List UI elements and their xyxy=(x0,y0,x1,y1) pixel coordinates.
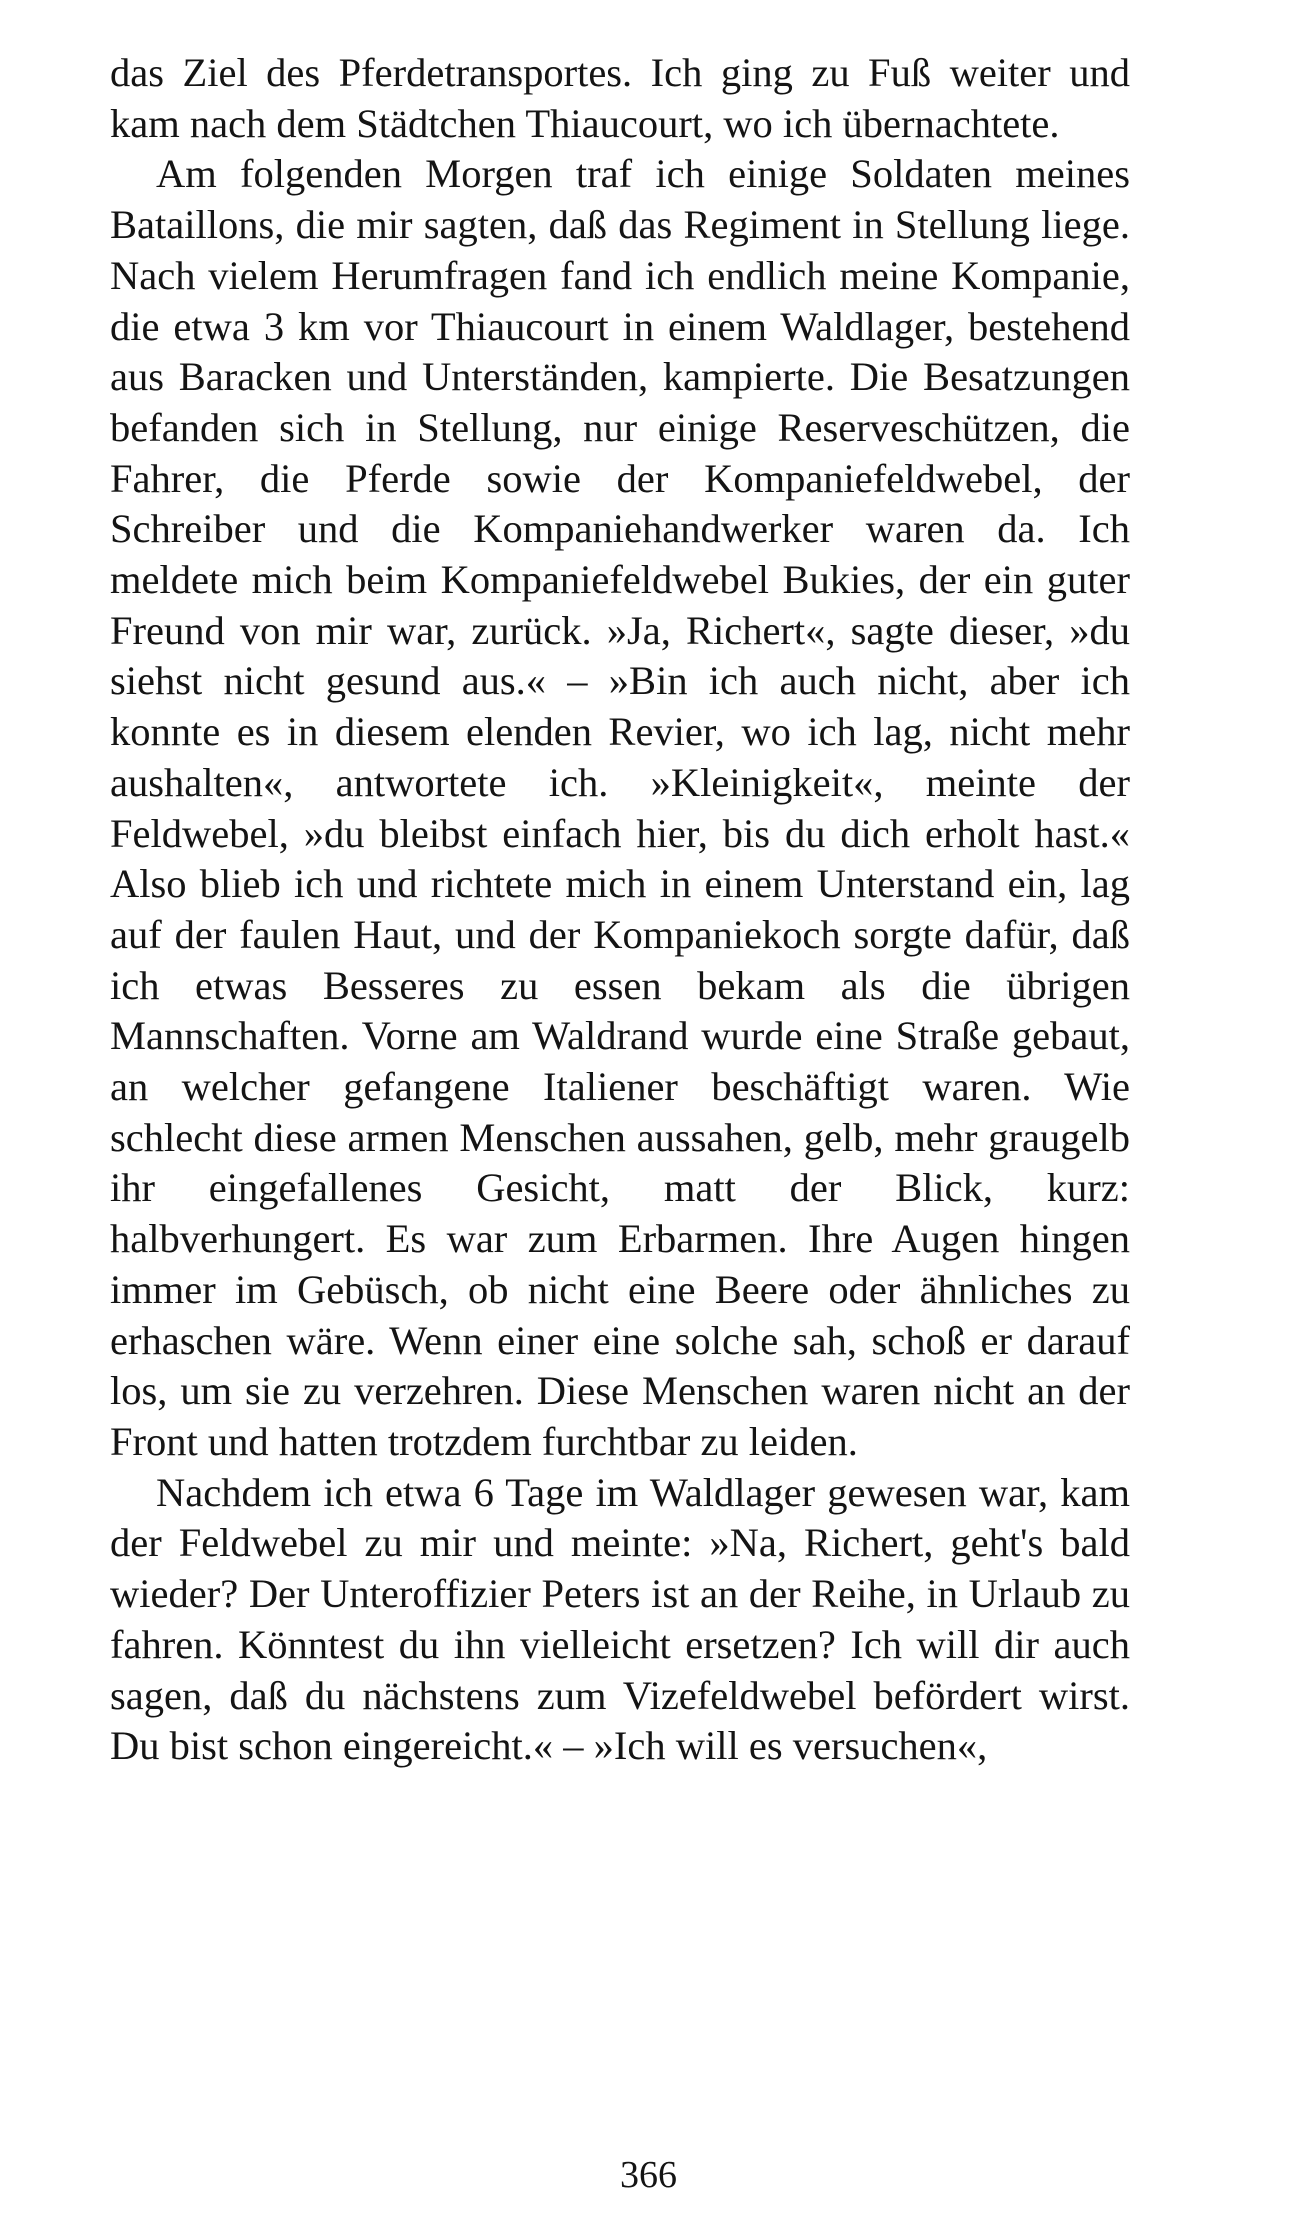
paragraph-2: Am folgenden Morgen traf ich einige Soldaten meines Bataillons, die mir sagten, daß das Regiment in Stellung liege. Nach vielem Herumfragen fand ich endlich meine Kompanie, die etwa 3 km vor Thiaucourt in einem Waldlager, bestehend aus Baracken und Unterständen, kampierte. Die Besatzungen befanden sich in Stellung, nur einige Reserveschützen, die Fahrer, die Pferde sowie der Kompaniefeldwebel, der Schreiber und die Kompaniehandwerker waren da. Ich meldete mich beim Kompaniefeldwebel Bukies, der ein guter Freund von mir war, zurück. »Ja, Richert«, sagte dieser, »du siehst nicht gesund aus.« – »Bin ich auch nicht, aber ich konnte es in diesem elenden Revier, wo ich lag, nicht mehr aushalten«, antwortete ich. »Kleinigkeit«, meinte der Feldwebel, »du bleibst einfach hier, bis du dich erholt hast.« Also blieb ich und richtete mich in einem Unterstand ein, lag auf der faulen Haut, und der Kompaniekoch sorgte dafür, daß ich etwas Besseres zu essen bekam als die übrigen Mannschaften. Vorne am Waldrand wurde eine Straße gebaut, an welcher gefangene Italiener beschäftigt waren. Wie schlecht diese armen Menschen aussahen, gelb, mehr graugelb ihr eingefallenes Gesicht, matt der Blick, kurz: halbverhungert. Es war zum Erbarmen. Ihre Augen hingen immer im Gebüsch, ob nicht eine Beere oder ähnliches zu erhaschen wäre. Wenn einer eine solche sah, schoß er darauf los, um sie zu verzehren. Diese Menschen waren nicht an der Front und hatten trotzdem furchtbar zu leiden. xyxy=(110,151,1130,1464)
page-number: 366 xyxy=(620,2154,677,2196)
paragraph-1: das Ziel des Pferdetransportes. Ich ging zu Fuß weiter und kam nach dem Städtchen Thiaucourt, wo ich übernachtete. xyxy=(110,50,1130,146)
body-text xyxy=(110,48,1130,1772)
paragraph-3: Nachdem ich etwa 6 Tage im Waldlager gewesen war, kam der Feldwebel zu mir und meinte: »Na, Richert, geht's bald wieder? Der Unteroffizier Peters ist an der Reihe, in Urlaub zu fahren. Könntest du ihn vielleicht ersetzen? Ich will dir auch sagen, daß du nächstens zum Vizefeldwebel befördert wirst. Du bist schon eingereicht.« – »Ich will es versuchen«, xyxy=(110,1469,1130,1769)
